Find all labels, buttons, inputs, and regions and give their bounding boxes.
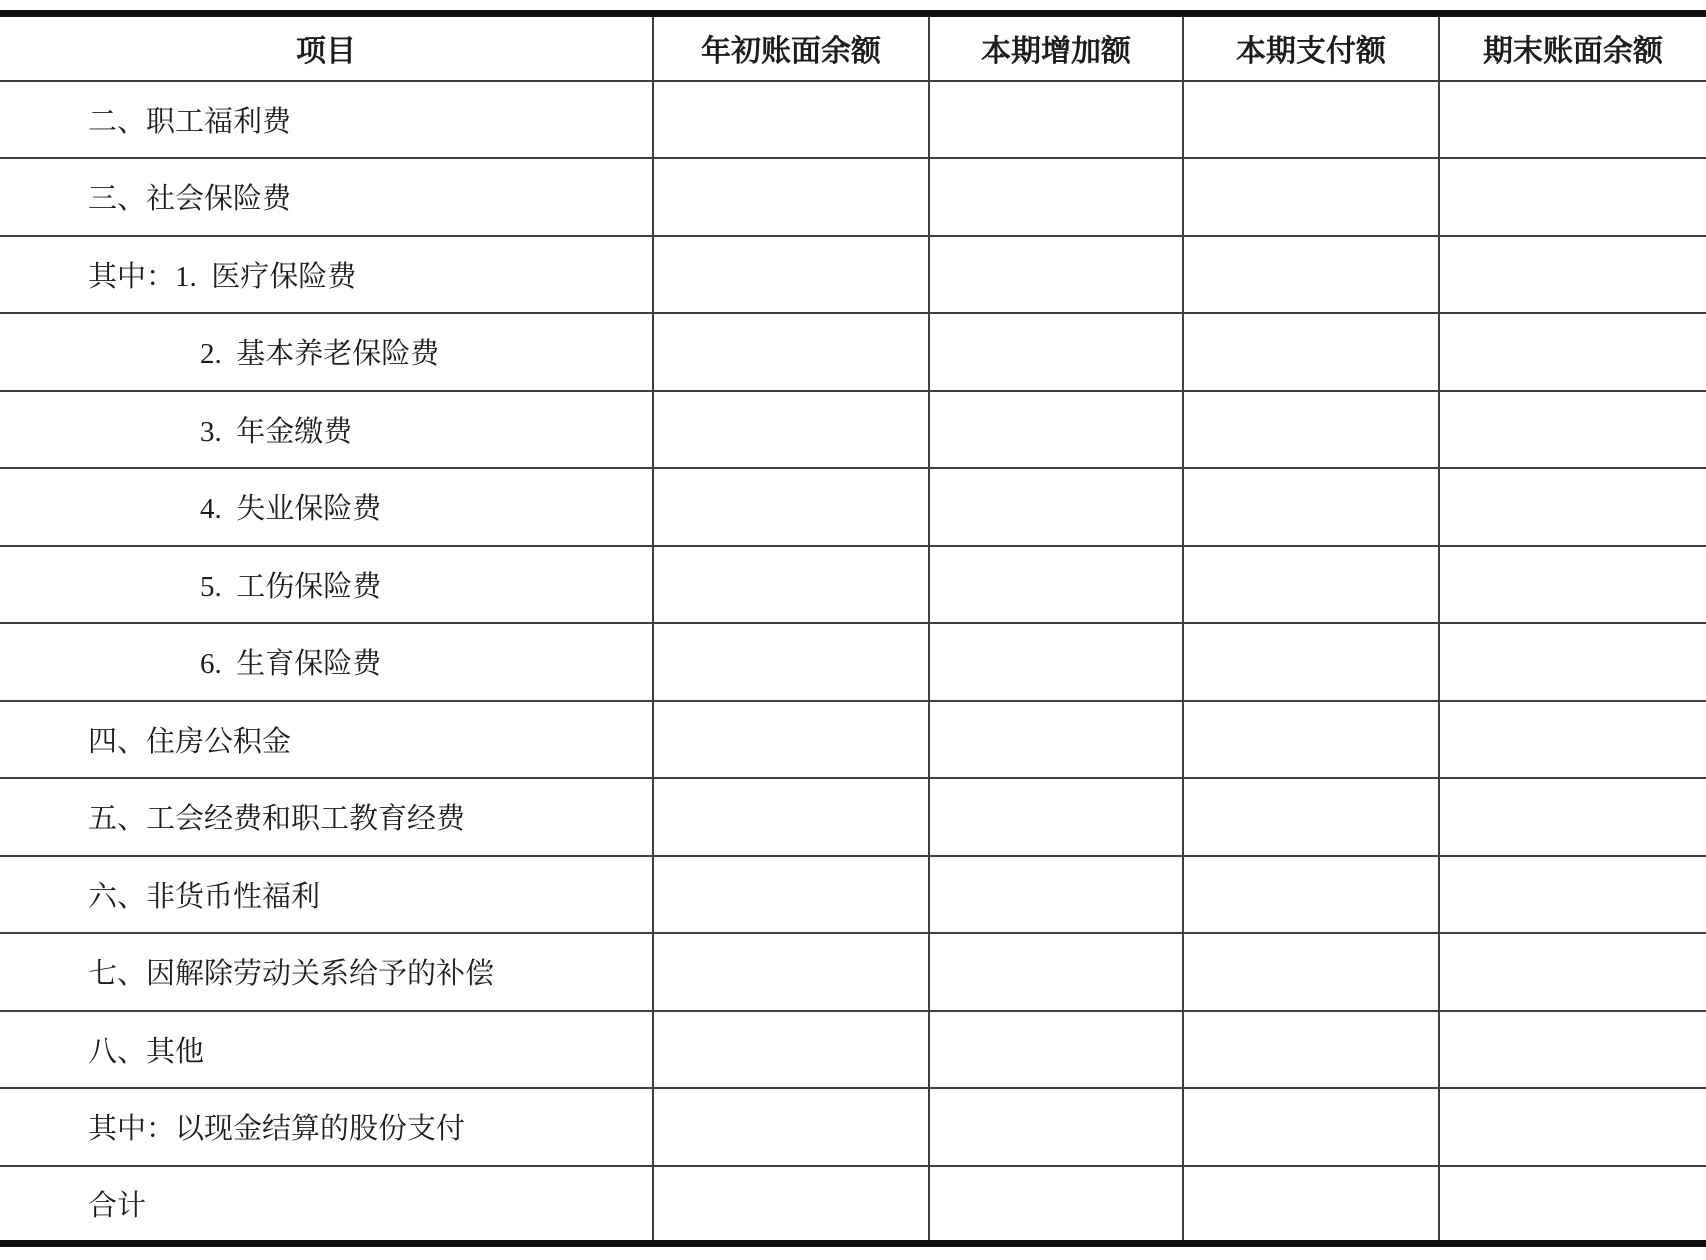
table-row [0, 468, 1706, 546]
empty-value-cell [929, 1011, 1183, 1089]
empty-value-cell [1183, 1166, 1439, 1244]
empty-value-cell [1183, 623, 1439, 701]
empty-value-cell [1183, 778, 1439, 856]
empty-value-cell [1183, 1088, 1439, 1166]
empty-value-cell [1439, 623, 1706, 701]
empty-value-cell [1183, 391, 1439, 469]
empty-value-cell [1439, 1088, 1706, 1166]
row-label: 3. 年金缴费 [0, 391, 653, 469]
row-label: 2. 基本养老保险费 [0, 313, 653, 391]
column-header: 期末账面余额 [1439, 14, 1706, 81]
header-row [0, 14, 1706, 81]
empty-value-cell [653, 1011, 929, 1089]
empty-value-cell [929, 468, 1183, 546]
empty-value-cell [1183, 1011, 1439, 1089]
empty-value-cell [653, 701, 929, 779]
empty-value-cell [653, 1088, 929, 1166]
row-label: 5. 工伤保险费 [0, 546, 653, 624]
row-label: 合计 [0, 1166, 653, 1244]
empty-value-cell [1183, 313, 1439, 391]
empty-value-cell [1439, 81, 1706, 159]
empty-value-cell [929, 856, 1183, 934]
empty-value-cell [929, 1166, 1183, 1244]
row-label: 其中：以现金结算的股份支付 [0, 1088, 653, 1166]
row-label: 4. 失业保险费 [0, 468, 653, 546]
empty-value-cell [929, 236, 1183, 314]
empty-value-cell [653, 1166, 929, 1244]
empty-value-cell [653, 313, 929, 391]
row-label: 四、住房公积金 [0, 701, 653, 779]
row-label: 其中：1. 医疗保险费 [0, 236, 653, 314]
column-header: 本期支付额 [1183, 14, 1439, 81]
empty-value-cell [653, 236, 929, 314]
empty-value-cell [1439, 856, 1706, 934]
empty-value-cell [1439, 158, 1706, 236]
row-label: 六、非货币性福利 [0, 856, 653, 934]
empty-value-cell [1439, 701, 1706, 779]
empty-value-cell [1439, 1166, 1706, 1244]
empty-value-cell [1183, 158, 1439, 236]
table-row [0, 391, 1706, 469]
empty-value-cell [1183, 856, 1439, 934]
empty-value-cell [929, 313, 1183, 391]
empty-value-cell [929, 623, 1183, 701]
empty-value-cell [653, 778, 929, 856]
empty-value-cell [929, 81, 1183, 159]
table-row [0, 701, 1706, 779]
employee-compensation-table [0, 10, 1706, 1247]
empty-value-cell [653, 468, 929, 546]
table-row [0, 623, 1706, 701]
empty-value-cell [929, 546, 1183, 624]
empty-value-cell [1439, 391, 1706, 469]
row-label: 6. 生育保险费 [0, 623, 653, 701]
empty-value-cell [653, 546, 929, 624]
empty-value-cell [653, 623, 929, 701]
table-row [0, 236, 1706, 314]
row-label: 八、其他 [0, 1011, 653, 1089]
empty-value-cell [1183, 236, 1439, 314]
row-label: 五、工会经费和职工教育经费 [0, 778, 653, 856]
table-row [0, 1166, 1706, 1244]
column-header: 年初账面余额 [653, 14, 929, 81]
empty-value-cell [1439, 778, 1706, 856]
empty-value-cell [1439, 468, 1706, 546]
empty-value-cell [1439, 546, 1706, 624]
empty-value-cell [929, 778, 1183, 856]
empty-value-cell [1439, 933, 1706, 1011]
empty-value-cell [1439, 236, 1706, 314]
empty-value-cell [1183, 701, 1439, 779]
column-header: 项目 [0, 14, 653, 81]
table-row [0, 81, 1706, 159]
row-label: 三、社会保险费 [0, 158, 653, 236]
empty-value-cell [1183, 546, 1439, 624]
empty-value-cell [1183, 81, 1439, 159]
empty-value-cell [929, 933, 1183, 1011]
empty-value-cell [1183, 468, 1439, 546]
row-label: 七、因解除劳动关系给予的补偿 [0, 933, 653, 1011]
table-row [0, 856, 1706, 934]
column-header: 本期增加额 [929, 14, 1183, 81]
empty-value-cell [929, 391, 1183, 469]
table-row [0, 313, 1706, 391]
empty-value-cell [653, 933, 929, 1011]
empty-value-cell [1439, 313, 1706, 391]
table-row [0, 1011, 1706, 1089]
empty-value-cell [929, 1088, 1183, 1166]
empty-value-cell [653, 391, 929, 469]
table-row [0, 158, 1706, 236]
table-row [0, 933, 1706, 1011]
empty-value-cell [1439, 1011, 1706, 1089]
empty-value-cell [653, 158, 929, 236]
table-row [0, 778, 1706, 856]
empty-value-cell [653, 81, 929, 159]
table-row [0, 1088, 1706, 1166]
empty-value-cell [929, 701, 1183, 779]
empty-value-cell [929, 158, 1183, 236]
row-label: 二、职工福利费 [0, 81, 653, 159]
empty-value-cell [653, 856, 929, 934]
empty-value-cell [1183, 933, 1439, 1011]
table-row [0, 546, 1706, 624]
